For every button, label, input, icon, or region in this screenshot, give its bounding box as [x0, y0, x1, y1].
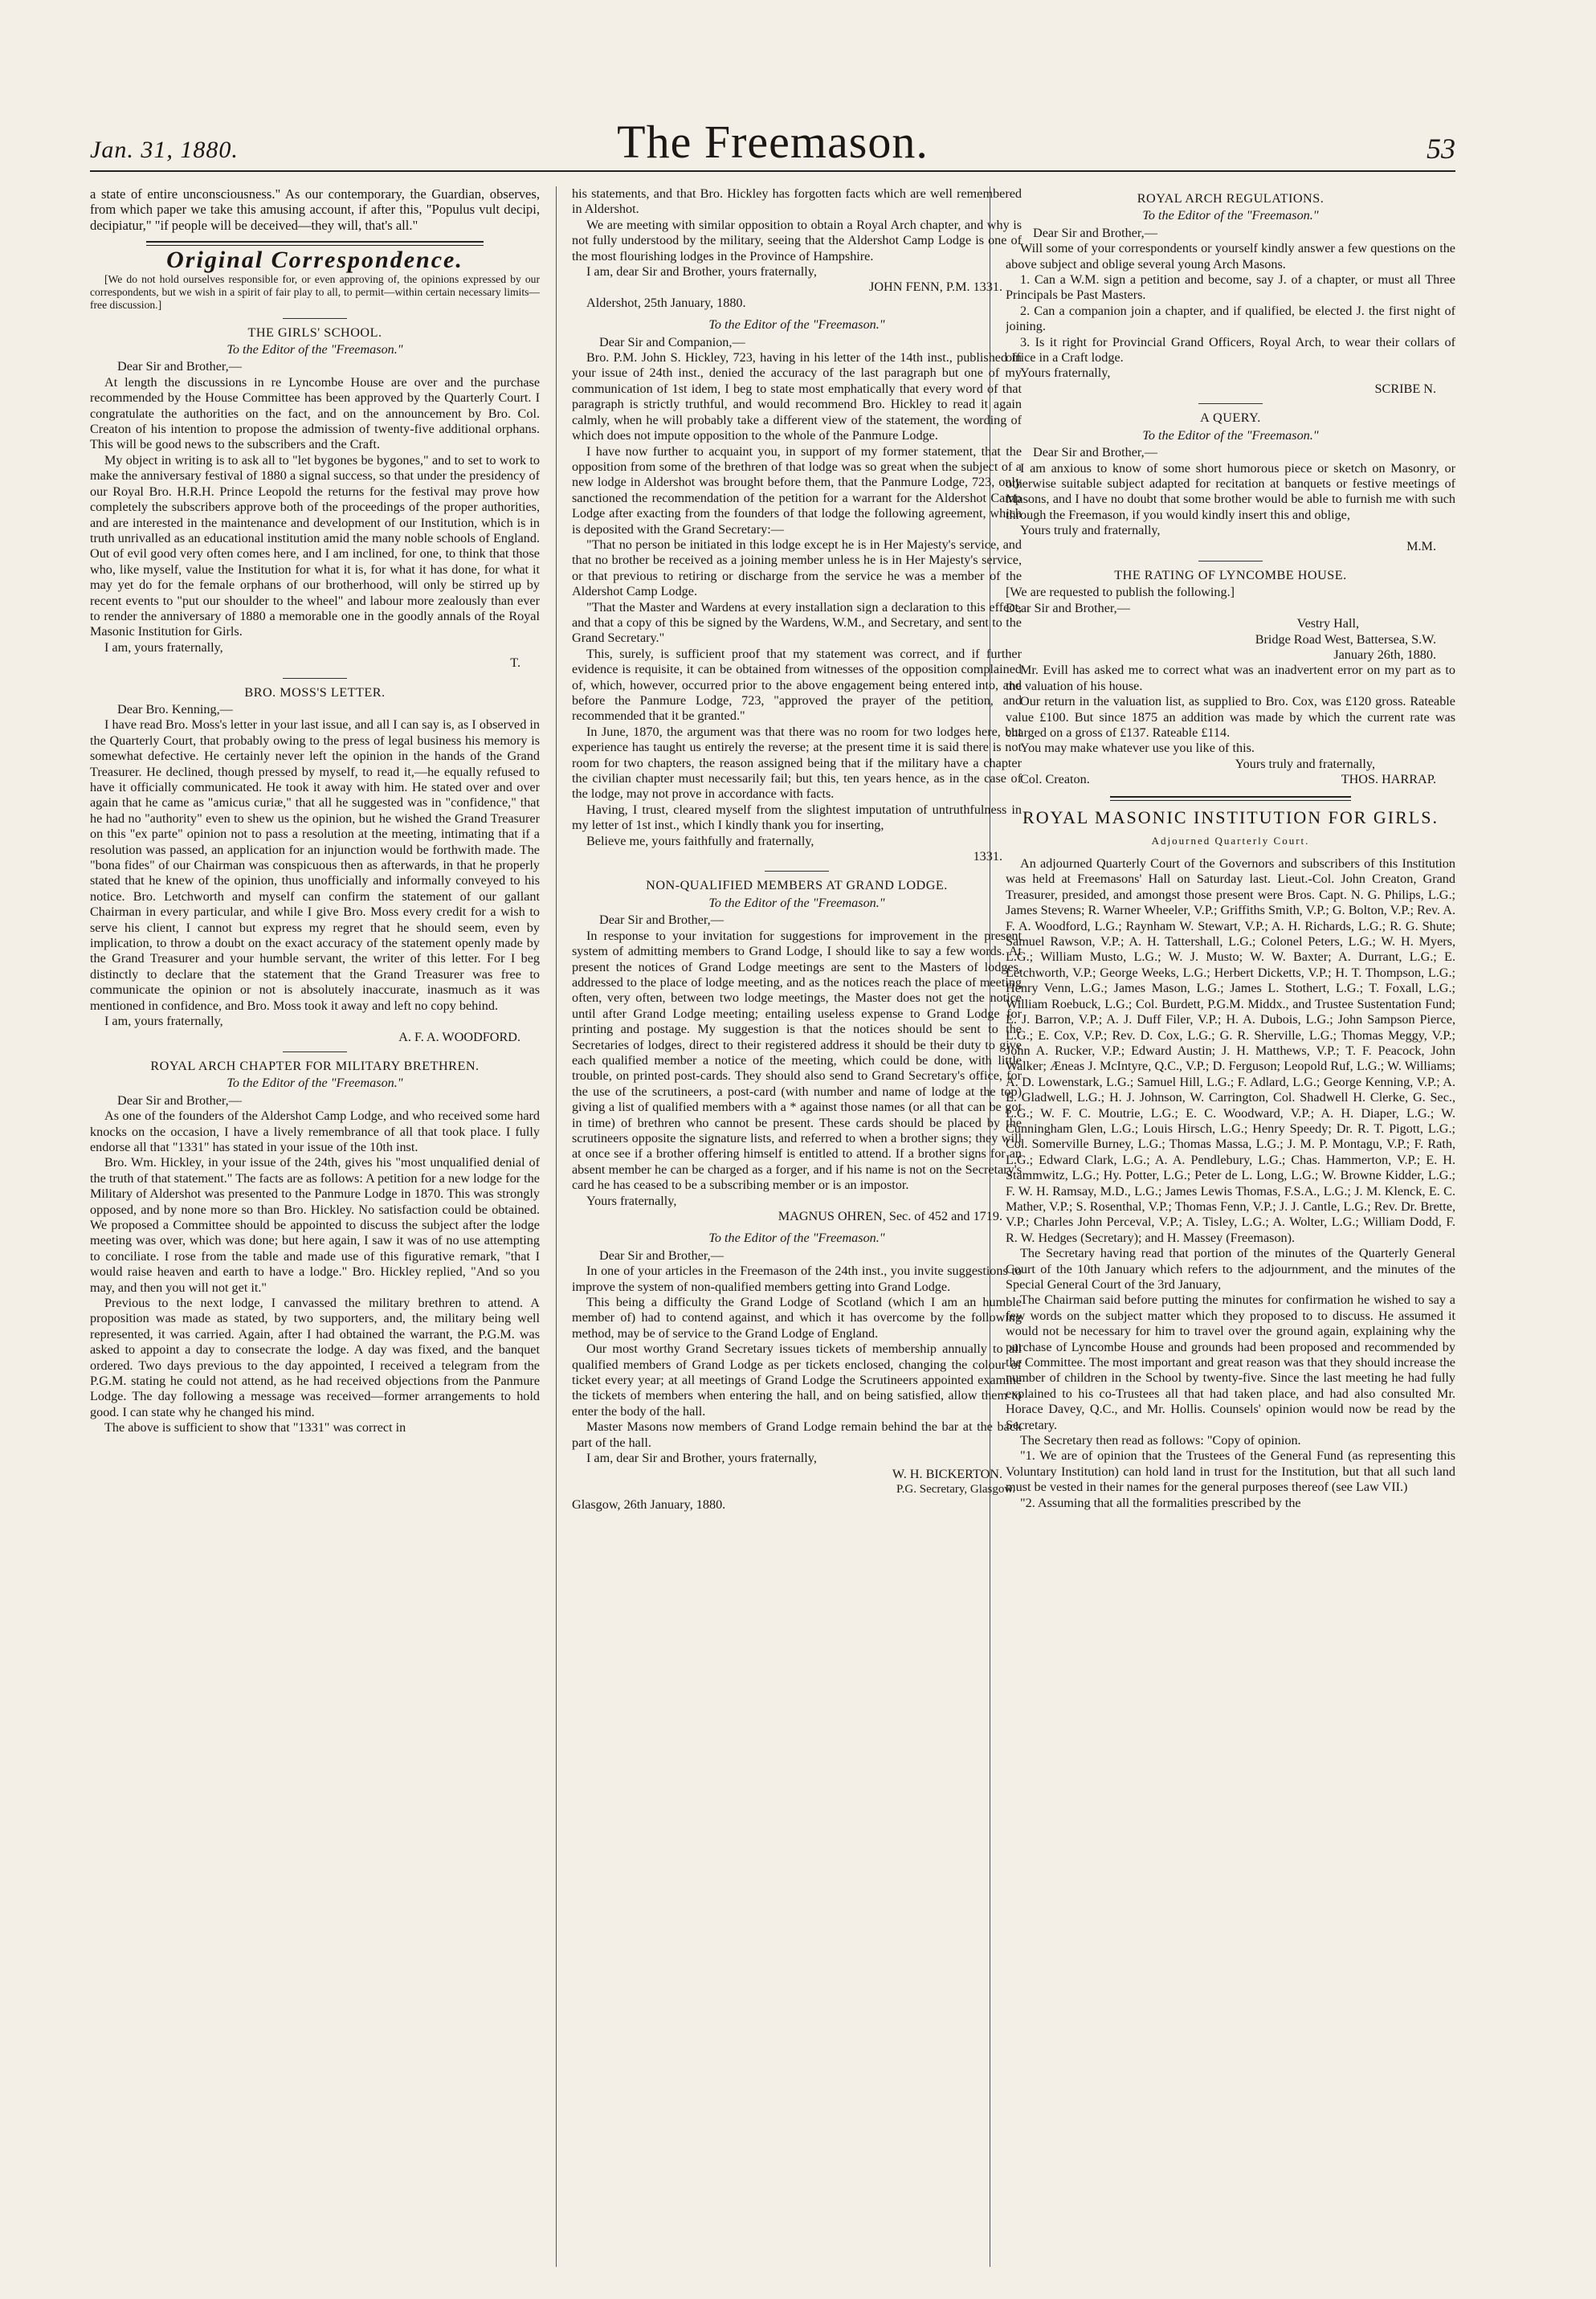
to-editor: To the Editor of the "Freemason." [708, 1231, 885, 1246]
address-date: January 26th, 1880. [1333, 647, 1436, 662]
salutation: Dear Sir and Brother,— [599, 1248, 724, 1263]
paragraph: Will some of your correspondents or yourself kindly answer a few questions on the above subject and oblige several young Arch Masons. [1006, 241, 1455, 272]
paragraph: I have now further to acquaint you, in support of my former statement, that the opposition from some of the brethren of that lodge was so great when the subject of a new lodge in Aldershot was brought before them, that the Panmure Lodge, 723, only sanctioned the recommendation of the petition for a warrant for the Aldershot Camp Lodge after exacting from the founders of that lodge the following agreement, which is deposited with the Grand Secretary:— [572, 443, 1022, 537]
salutation: Dear Sir and Brother,— [1033, 225, 1157, 240]
closing: I am, yours fraternally, [104, 1014, 223, 1029]
paragraph: "2. Assuming that all the formalities prescribed by the [1020, 1495, 1301, 1510]
quotation: "That the Master and Wardens at every installation sign a declaration to this effect, and that a copy of this be signed by the Wardens, W.M., and Secretary, and sent to the Grand Secretary." [572, 599, 1022, 646]
column-rule-1 [556, 186, 557, 2267]
salutation: Dear Sir and Brother,— [117, 1092, 242, 1108]
divider [283, 678, 347, 679]
to-editor: To the Editor of the "Freemason." [1142, 208, 1319, 223]
paragraph: The Secretary having read that portion of the minutes of the Quarterly General Court of the 10th January which refers to the adjournment, and the minutes of the Special General Court of the 3rd January, [1006, 1246, 1455, 1292]
letter-title-moss: BRO. MOSS'S LETTER. [244, 684, 386, 700]
paragraph: Our most worthy Grand Secretary issues tickets of membership annually to all qualified members of Grand Lodge as per tickets enclosed, changing the colour of ticket every year; at all meetings of Grand Lodge the Scrutineers appointed examine the tickets of members when entering the hall, and on being satisfied, allow them to enter the body of the hall. [572, 1341, 1022, 1419]
paragraph: The Chairman said before putting the minutes for confirmation he wished to say a few words on the subject matter which they proposed to to discuss. He assumed it would not be necessary for him to travel over the ground again, explaining why the purchase of Lyncombe House and grounds had been proposed and recommended by the Committee. The most important and great reason was that they should increase the number of children in the School by twenty-five. Since the last meeting he had fully explained to his co-Trustees all that had taken place, and had also consulted Mr. Horace Davey, Q.C., and Mr. Hollis. Counsels' opinion would now be read by the Secretary. [1006, 1292, 1455, 1432]
paragraph: In response to your invitation for suggestions for improvement in the present system of admitting members to Grand Lodge, I should like to say a few words. At present the notices of Grand Lodge meetings are sent to the Masters of lodges, addressed to the place of lodge meeting, and as the notices reach the place of meeting often, very often, between two lodge meetings, the Master does not get the notice until after Grand Lodge meeting; entailing useless expense to Grand Lodge for printing and postage. My suggestion is that the notices should be sent to the Secretaries of lodges, direct to their registered address it should be their duty to give each qualified member a notice of the meeting, which could be done, with little trouble, on printed post-cards. They should also send to Grand Secretary's office, for the use of the scrutineers, a post-card (with number and name of lodge at the top) giving a list of qualified members with a * against those names (or all that can be got in time) of brethren who cannot be present. These cards should be placed by the scrutineers opposite the signature lists, and referred to when a brother signs; they will at once see if a brother offering himself is entitled to attend. If a brother signs for an absent member he can be charged as a forger, and if his name is not on the Secretary's card he has ceased to be a subscribing member or is an impostor. [572, 928, 1022, 1193]
column-2 [572, 186, 1022, 2267]
signature-title: P.G. Secretary, Glasgow. [896, 1482, 1015, 1496]
signature: W. H. BICKERTON. [892, 1466, 1002, 1481]
paragraph: Mr. Evill has asked me to correct what was an inadvertent error on my part as to the valuation of his house. [1006, 663, 1455, 693]
paragraph: This being a difficulty the Grand Lodge of Scotland (which I am an humble member of) had to contend against, and which it has overcome by the following method, may be of service to the Grand Lodge of England. [572, 1295, 1022, 1341]
closing: Yours fraternally, [1020, 365, 1111, 381]
to-editor: To the Editor of the "Freemason." [227, 342, 403, 357]
page-number: 53 [1427, 133, 1455, 165]
paragraph: An adjourned Quarterly Court of the Governors and subscribers of this Institution was held at Freemasons' Hall on Saturday last. Lieut.-Col. John Creaton, Grand Treasurer, presided, and amongst those present were Bros. Capt. N. G. Philips, L.G.; James Stevens; R. Warner Wheeler, V.P.; Griffiths Smith, V.P.; G. Bolton, V.P.; Rev. A. F. A. Woodford, L.G.; Raynham W. Stewart, V.P.; A. H. Richards, L.G.; R. G. Shute; Samuel Rawson, V.P.; A. H. Tattershall, L.G.; Colonel Peters, L.G.; W. H. Myers, L.G.; William Musto, L.G.; W. J. Musto; W. W. Baxter; A. Durrant, L.G.; E. Letchworth, V.P.; George Weeks, L.G.; Herbert Dicketts, V.P.; H. T. Thompson, L.G.; Henry Venn, L.G.; James Mason, L.G.; James L. Stothert, L.G.; T. Foxall, L.G.; William Roebuck, L.G.; Col. Burdett, P.G.M. Middx., and Trustee Sustentation Fund; E. J. Barron, V.P.; A. J. Duff Filer, V.P.; H. A. Dubois, L.G.; John Sampson Pierce, L.G.; E. Cox, V.P.; Rev. D. Cox, L.G.; G. R. Sherville, L.G.; Thomas Meggy, V.P.; John A. Rucker, V.P.; Edward Austin; J. H. Matthews, V.P.; T. F. Peacock, John Walker; Æneas J. McIntyre, Q.C., V.P.; D. Ferguson; Leopold Ruf, L.G.; W. Williams; A. D. Lowenstark, L.G.; Samuel Hill, L.G.; F. Adlard, L.G.; George Kenning, V.P.; A. E. Gladwell, L.G.; H. J. Johnson, W. Carrington, Col. Shadwell H. Clerke, G. Sec., L.G.; W. F. C. Moutrie, L.G.; E. C. Woodward, V.P.; A. H. Diaper, L.G.; W. Cunningham Glen, L.G.; Louis Hirsch, L.G.; Henry Speedy; Dr. R. T. Pigott, L.G.; Col. Somerville Burney, L.G.; Thomas Massa, L.G.; J. M. P. Montagu, V.P.; F. Rath, L.G.; Edward Clark, L.G.; A. A. Pendlebury, L.G.; Chas. Hammerton, V.P.; E. H. Stammwitz, L.G.; Hy. Potter, L.G.; Peter de L. Long, L.G.; W. Browne Kidder, L.G.; F. W. H. Ramsay, M.D., L.G.; James Lewis Thomas, F.S.A., L.G.; J. M. Klenck, E. C. Mather, V.P.; S. Rosenthal, V.P.; Thomas Fenn, V.P.; J. J. Cantle, L.G.; Rev. Dr. Brette, V.P.; Charles John Perceval, V.P.; A. Tisley, L.G.; A. Wolter, L.G.; William Dodd, F. R. W. Hedges (Secretary); and H. Massey (Freemason). [1006, 856, 1455, 1245]
paragraph: I am anxious to know of some short humorous piece or sketch on Masonry, or otherwise suitable subject adapted for recitation at banquets or festive meetings of Masons, and I have no doubt that some brother would be able to furnish me with such through the Freemason, if you would kindly insert this and oblige, [1006, 460, 1455, 522]
paragraph: As one of the founders of the Aldershot Camp Lodge, and who received some hard knocks on the occasion, I have a lively remembrance of all that took place. I fully endorse all that "1331" has stated in your issue of the 10th inst. [90, 1109, 540, 1154]
issue-date: Jan. 31, 1880. [90, 137, 239, 163]
closing: I am, dear Sir and Brother, yours fraternally, [586, 1451, 817, 1466]
paragraph: The Secretary then read as follows: "Copy of opinion. [1020, 1433, 1301, 1448]
salutation: Dear Sir and Brother,— [599, 913, 724, 928]
letter-title-royal-arch-chapter: ROYAL ARCH CHAPTER FOR MILITARY BRETHREN. [150, 1058, 480, 1073]
signature: JOHN FENN, P.M. 1331. [869, 280, 1002, 295]
address-line: Vestry Hall, [1296, 616, 1359, 631]
salutation: Dear Sir and Brother,— [117, 359, 242, 374]
newspaper-title: The Freemason. [617, 116, 929, 168]
report-heading: ROYAL MASONIC INSTITUTION FOR GIRLS. [1023, 806, 1439, 827]
addressee: Col. Creaton. [1020, 772, 1090, 787]
editorial-note: [We are requested to publish the following.] [1006, 585, 1235, 600]
disclaimer: [We do not hold ourselves responsible for, or even approving of, the opinions expressed by our correspondents, but we wish in a spirit of fair play to all, to permit—within certain necessary limits—free discussion.] [90, 272, 540, 311]
paragraph: In one of your articles in the Freemason of the 24th inst., you invite suggestions to improve the system of non-qualified members getting into Grand Lodge. [572, 1264, 1022, 1294]
paragraph: Previous to the next lodge, I canvassed the military brethren to attend. A proposition was made as stated, by two supporters, and, the military being well represented, it was carried. Again, after I had obtained the warrant, the P.G.M. was asked to appoint a day to consecrate the lodge. A day was fixed, and the banquet ordered. Two days previous to the day appointed, I received a telegram from the P.G.M. stating he could not attend, as he had received objections from the Panmure Lodge. The day following a message was received—former arrangements to hold good. I can state why he changed his mind. [90, 1296, 540, 1419]
signature: A. F. A. WOODFORD. [398, 1029, 520, 1044]
paragraph: I have read Bro. Moss's letter in your last issue, and all I can say is, as I observed in the Quarterly Court, that probably owing to the press of legal business his memory is somewhat defective. He certainly never left the opinion in the hands of the Grand Treasurer. He declined, though pressed by myself, to read it,—he equally refused to have it officially communicated. He took it away with him. He stated over and over again that he came as "amicus curiæ," that all he suggested was in "confidence," that he had no "authority" even to shew us the opinion, but he wished the Grand Treasurer on this "ex parte" opinion not to pass a resolution at the meeting, intimating that if a resolution was passed, an application for an injunction would be forthwith made. The "bona fides" of our Chairman was conspicuous then as afterwards, in that he properly stated that he knew of the opinion, thus unofficially and informally conveyed to his notice. Bro. Letchworth and myself can confirm the statement of our gallant Chairman in every particular, and while I give Bro. Moss every credit for a wish to serve his client, I cannot but express my regret that he should seem, even by implication, to throw a doubt on the exact accuracy of the statement openly made by the Grand Treasurer and your humble servant, the writer of this letter. For I beg distinctly to declare that the statement that the Grand Treasurer was free to communicate the opinion or not is absolutely inaccurate, inasmuch as it was mentioned in confidence, and Bro. Moss took it away and left no copy behind. [90, 717, 540, 1013]
to-editor: To the Editor of the "Freemason." [708, 895, 885, 910]
address-line: Bridge Road West, Battersea, S.W. [1255, 631, 1436, 647]
signature: MAGNUS OHREN, Sec. of 452 and 1719. [778, 1209, 1002, 1223]
signature: 1331. [973, 849, 1002, 864]
paragraph: Our return in the valuation list, as supplied to Bro. Cox, was £120 gross. Rateable value £100. But since 1875 an addition was made by which the current rate was charged on a gross of £137. Rateable £114. [1006, 694, 1455, 740]
to-editor: To the Editor of the "Freemason." [1142, 427, 1319, 443]
salutation: Dear Sir and Companion,— [599, 334, 745, 349]
report-subheading: Adjourned Quarterly Court. [1151, 834, 1310, 847]
paragraph: Bro. Wm. Hickley, in your issue of the 24th, gives his "most unqualified denial of the truth of that statement." The facts are as follows: A petition for a new lodge for the Military of Aldershot was presented to the Panmure Lodge in 1870. This was strongly opposed, and by none more so than Bro. Hickley. No satisfaction could be obtained. We proposed a Committee should be appointed to discuss the subject after the lodge meeting was over, which was done; but here again, I saw it was of no use attempting to conciliate. I rose from the table and made use of this figurative remark, "that I would raise heaven and earth to have a lodge." Bro. Hickley replied, "And so you may, and then you will not get it." [90, 1155, 540, 1295]
divider [283, 318, 347, 319]
masthead [90, 116, 1455, 172]
salutation: Dear Sir and Brother,— [1006, 600, 1130, 615]
signature: THOS. HARRAP. [1341, 772, 1436, 787]
signature-row [1006, 772, 1455, 787]
salutation: Dear Sir and Brother,— [1033, 445, 1157, 460]
to-editor: To the Editor of the "Freemason." [227, 1076, 403, 1091]
paragraph: The above is sufficient to show that "1331" was correct in [104, 1420, 406, 1435]
paragraph: We are meeting with similar opposition to obtain a Royal Arch chapter, and why is not fully understood by the military, seeing that the Aldershot Camp Lodge is one of the most flourishing lodges in the Province of Hampshire. [572, 217, 1022, 263]
paragraph: At length the discussions in re Lyncombe House are over and the purchase recommended by the House Committee has been approved by the Quarterly Court. I congratulate the authorities on the fact, and on the announcement by Bro. Col. Creaton of his intention to propose the admission of twenty-five additional orphans. This will be good news to the subscribers and the Craft. [90, 374, 540, 452]
signature: SCRIBE N. [1374, 381, 1436, 396]
letter-title-query: A QUERY. [1200, 410, 1261, 426]
to-editor: To the Editor of the "Freemason." [708, 317, 885, 333]
quotation: "That no person be initiated in this lodge except he is in Her Majesty's service, and that no brother be received as a joining member unless he is in Her Majesty's service, or that previous to retiring or discharge from the service he was a member of the Aldershot Camp Lodge. [572, 537, 1022, 599]
letter-title-royal-arch-regulations: ROYAL ARCH REGULATIONS. [1137, 191, 1325, 206]
paragraph: Having, I trust, cleared myself from the slightest imputation of untruthfulness in my letter of 1st inst., which I kindly thank you for inserting, [572, 802, 1022, 833]
closing: Yours truly and fraternally, [1020, 523, 1161, 538]
closing: I am, yours fraternally, [104, 639, 223, 655]
closing: Believe me, yours faithfully and fraternally, [586, 833, 814, 848]
section-heading: Original Correspondence. [166, 247, 463, 274]
place-date: Aldershot, 25th January, 1880. [586, 295, 746, 310]
paragraph: his statements, and that Bro. Hickley has forgotten facts which are well remembered in Aldershot. [572, 186, 1022, 217]
divider [283, 1051, 347, 1052]
salutation: Dear Bro. Kenning,— [117, 701, 233, 717]
signature: T. [510, 655, 520, 671]
paragraph: You may make whatever use you like of this. [1020, 741, 1255, 756]
paragraph: "1. We are of opinion that the Trustees of the General Fund (as representing this Voluntary Institution) can hold land in trust for the Institution, but that all such land must be vested in their names for the general purposes thereof (see Law VII.) [1006, 1448, 1455, 1495]
letter-title-girls-school: THE GIRLS' SCHOOL. [247, 325, 382, 340]
question: 1. Can a W.M. sign a petition and become, say J. of a chapter, or must all Three Principals be Past Masters. [1006, 272, 1455, 303]
column-3 [1006, 186, 1455, 2267]
column-1 [90, 186, 540, 2267]
place-date: Glasgow, 26th January, 1880. [572, 1497, 726, 1513]
paragraph: In June, 1870, the argument was that there was no room for two lodges here, but experience has taught us entirely the reverse; at the present time it is said there is not room for two chapters, the reason assigned being that if the military have a chapter the civilian chapter must necessarily fail; but this, ten years hence, as in the case of the lodge, may not prove in accordance with facts. [572, 724, 1022, 802]
section-rule [1110, 796, 1351, 801]
paragraph: My object in writing is to ask all to "let bygones be bygones," and to set to work to make the anniversary festival of 1880 a signal success, so that under the presidency of our Royal Bro. H.R.H. Prince Leopold the returns for the festival may prove how completely the subscribers approve both of the proceedings of the proper authorities, and are interested in the maintenance and development of our Institution, which is in truth unrivalled as an educational institution amid the many noble schools of England. Out of evil good very often comes here, and I am inclined, for one, to think that those who, like myself, value the Institution for what it is, for what it has done, for what it may yet do for the female orphans of our brotherhood, will only be stirred up by recent events to "put our shoulder to the wheel" and labour more zealously than ever to render the anniversary of 1880 a memorable one in the goodly annals of the Royal Masonic Institution for Girls. [90, 452, 540, 639]
paragraph: Master Masons now members of Grand Lodge remain behind the bar at the back part of the hall. [572, 1419, 1022, 1450]
article-intro: a state of entire unconsciousness." As our contemporary, the Guardian, observes, from which paper we take this amusing account, if after this, "Populus vult decipi, decipiatur," "if people will be deceived—they will, that's all." [90, 186, 540, 233]
divider [765, 871, 829, 872]
letter-title-non-qualified: NON-QUALIFIED MEMBERS AT GRAND LODGE. [646, 878, 948, 893]
letter-title-rating: THE RATING OF LYNCOMBE HOUSE. [1114, 567, 1347, 582]
closing: I am, dear Sir and Brother, yours fraternally, [586, 264, 817, 280]
closing: Yours truly and fraternally, [1235, 756, 1375, 771]
section-rule [146, 241, 484, 246]
question: 2. Can a companion join a chapter, and if qualified, be elected J. the first night of joining. [1006, 303, 1455, 334]
closing: Yours fraternally, [586, 1193, 677, 1208]
question: 3. Is it right for Provincial Grand Officers, Royal Arch, to wear their collars of office in a Craft lodge. [1006, 334, 1455, 365]
signature: M.M. [1406, 538, 1436, 553]
paragraph: This, surely, is sufficient proof that my statement was correct, and if further evidence is requisite, it can be obtained from witnesses of the opposition complained of, which, however, occurred prior to the above engagement being entered into, and before the Panmure Lodge, 723, "approved the prayer of the petition, and recommended that it be granted." [572, 646, 1022, 724]
divider [1198, 403, 1263, 404]
paragraph: Bro. P.M. John S. Hickley, 723, having in his letter of the 14th inst., published in your issue of 24th inst., denied the accuracy of the last paragraph but one of my communication of 1st idem, I beg to state most emphatically that every word of that paragraph is strictly truthful, and would recommend Bro. Hickley to read it again calmly, when he will probably take a different view of the statement, the wording of which does not impute opposition to the whole of the Panmure Lodge. [572, 350, 1022, 443]
